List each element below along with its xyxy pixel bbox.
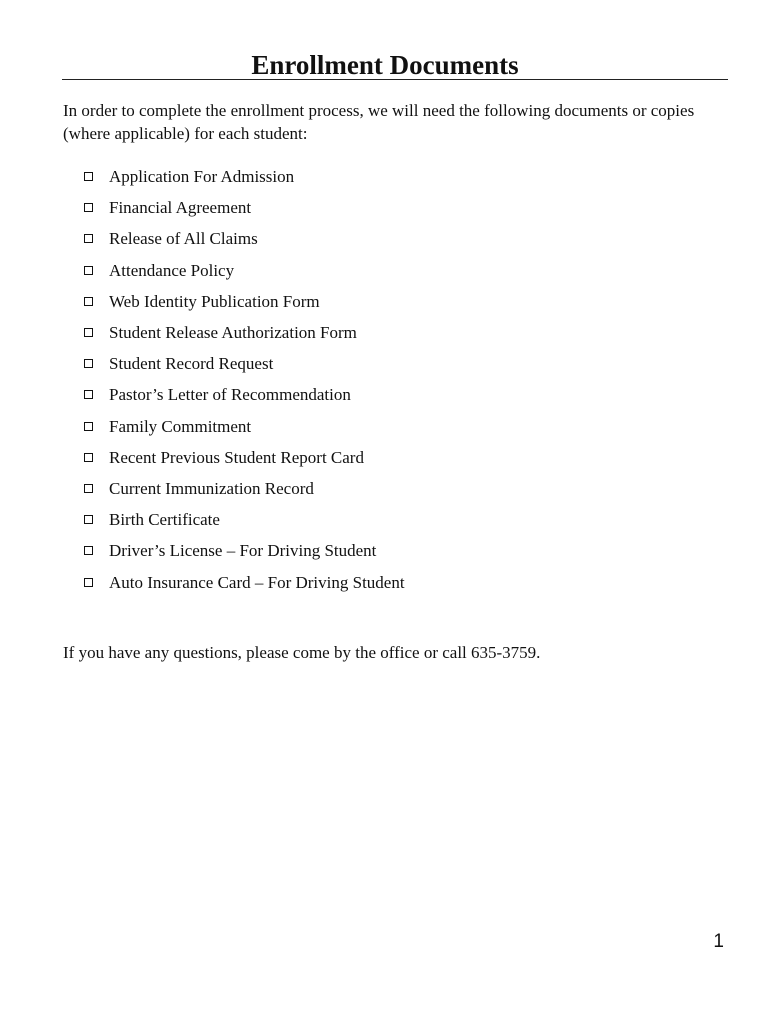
checklist-item-label: Auto Insurance Card – For Driving Student bbox=[109, 572, 405, 592]
checklist-item bbox=[84, 286, 405, 317]
checklist-item bbox=[84, 411, 405, 442]
checklist-item bbox=[84, 223, 405, 254]
checklist-item bbox=[84, 379, 405, 410]
checklist-item-label: Attendance Policy bbox=[109, 260, 235, 280]
checklist-item-label: Student Release Authorization Form bbox=[109, 323, 357, 343]
document-checklist bbox=[84, 161, 405, 598]
checklist-item-label: Birth Certificate bbox=[109, 510, 220, 530]
checklist-item-label: Driver’s License – For Driving Student bbox=[109, 541, 377, 561]
checkbox-icon[interactable] bbox=[84, 546, 93, 555]
checkbox-icon[interactable] bbox=[84, 578, 93, 587]
checklist-item-label: Financial Agreement bbox=[109, 198, 252, 218]
checklist-item bbox=[84, 473, 405, 504]
checkbox-icon[interactable] bbox=[84, 453, 93, 462]
checkbox-icon[interactable] bbox=[84, 359, 93, 368]
page-title: Enrollment Documents bbox=[251, 50, 519, 80]
intro-paragraph: In order to complete the enrollment process, we will need the following documents or copies (where applicable) for each student: bbox=[63, 101, 695, 143]
checkbox-icon[interactable] bbox=[84, 172, 93, 181]
checklist-item-label: Web Identity Publication Form bbox=[109, 291, 320, 311]
checklist-item bbox=[84, 192, 405, 223]
checklist-item-label: Pastor’s Letter of Recommendation bbox=[109, 385, 351, 405]
checklist-item bbox=[84, 255, 405, 286]
checkbox-icon[interactable] bbox=[84, 390, 93, 399]
checklist-item-label: Application For Admission bbox=[109, 167, 295, 187]
checklist-item-label: Recent Previous Student Report Card bbox=[109, 447, 364, 467]
checklist-item bbox=[84, 317, 405, 348]
checklist-item bbox=[84, 442, 405, 473]
checklist-item-label: Student Record Request bbox=[109, 354, 274, 374]
closing-paragraph: If you have any questions, please come by the office or call 635-3759. bbox=[63, 643, 541, 662]
checklist-item bbox=[84, 348, 405, 379]
checkbox-icon[interactable] bbox=[84, 422, 93, 431]
checklist-item-label: Release of All Claims bbox=[109, 229, 258, 249]
checkbox-icon[interactable] bbox=[84, 328, 93, 337]
checklist-item-label: Family Commitment bbox=[109, 416, 252, 436]
checklist-item bbox=[84, 504, 405, 535]
checkbox-icon[interactable] bbox=[84, 297, 93, 306]
checkbox-icon[interactable] bbox=[84, 484, 93, 493]
checklist-item bbox=[84, 161, 405, 192]
page-number: 1 bbox=[713, 931, 724, 952]
checkbox-icon[interactable] bbox=[84, 515, 93, 524]
checkbox-icon[interactable] bbox=[84, 234, 93, 243]
checklist-item bbox=[84, 566, 405, 597]
checklist-item bbox=[84, 535, 405, 566]
checkbox-icon[interactable] bbox=[84, 203, 93, 212]
checklist-item-label: Current Immunization Record bbox=[109, 478, 314, 498]
title-divider bbox=[62, 79, 728, 80]
checkbox-icon[interactable] bbox=[84, 266, 93, 275]
